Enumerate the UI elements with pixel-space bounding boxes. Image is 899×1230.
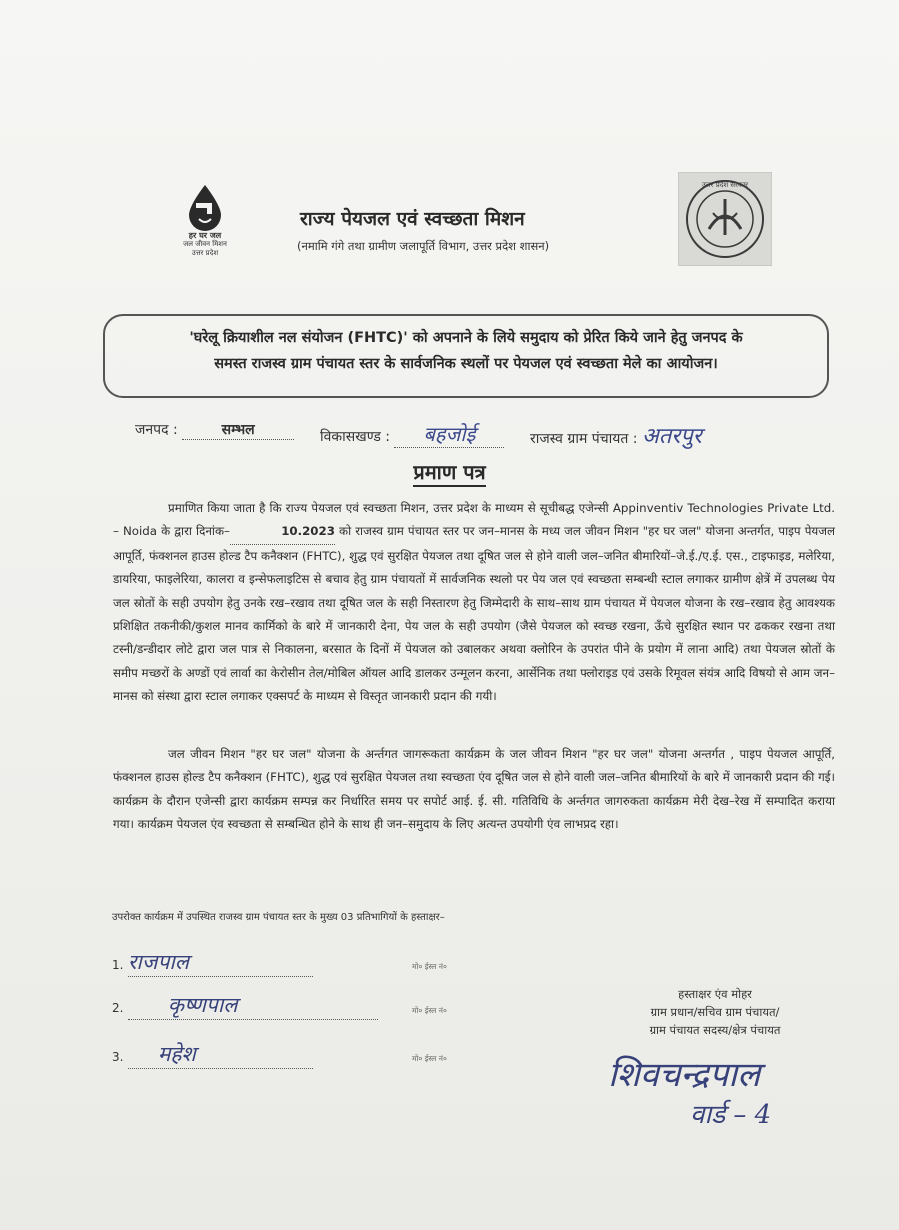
- para1-part-a: प्रमाणित किया जाता है कि राज्य पेयजल एवं स्वच्छता मिशन, उत्तर प्रदेश के माध्यम से सूचीबद्ध एजेन्सी Appinventiv Technologies Private Ltd. – Noida के द्वारा दिनांक–: [113, 501, 835, 539]
- district-value: सम्भल: [182, 420, 294, 440]
- seal-line-1: हस्ताक्षर एंव मोहर: [678, 987, 752, 1001]
- water-drop-tap-icon: [185, 183, 225, 231]
- signer-signature: शिवचन्द्रपाल: [608, 1055, 761, 1095]
- panchayat-field: [530, 420, 762, 450]
- participant-row-2: [112, 991, 378, 1020]
- participant-row-1: [112, 948, 313, 977]
- mobile-label-3: मो० ईस्ल नं०: [412, 1054, 447, 1063]
- participant-num: 3.: [112, 1050, 124, 1064]
- org-title: राज्य पेयजल एवं स्वच्छता मिशन: [300, 208, 525, 230]
- event-notice-box: [103, 314, 829, 398]
- logo-caption-1: हर घर जल: [188, 231, 222, 240]
- notice-line-2: समस्त राजस्व ग्राम पंचायत स्तर के सार्वजनिक स्थलों पर पेयजल एवं स्वच्छता मेले का आयोजन।: [214, 356, 718, 372]
- org-subtitle: (नमामि गंगे तथा ग्रामीण जलापूर्ति विभाग, उत्तर प्रदेश शासन): [297, 239, 550, 253]
- date-value: 10.2023: [230, 520, 335, 544]
- para1-part-b: को राजस्व ग्राम पंचायत स्तर पर जन–मानस के मध्य जल जीवन मिशन "हर घर जल" योजना अन्तर्गत, पाइप पेयजल आपूर्ति, फंक्शनल हाउस होल्ड टैप कनैक्शन (FHTC), शुद्ध एवं सुरक्षित पेयजल तथा दूषित जल से होने वाली जल–जनित बीमारियों–जे.ई./ए.ई. एस., टाइफाइड, मलेरिया, डायरिया, फाइलेरिया, कालरा व इन्सेफलाइटिस से बचाव हेतु ग्राम पंचायतों में सार्वजनिक स्थलो पर पेय जल एवं स्वच्छता सम्बन्धी स्टाल लगाकर ग्रामीण क्षेत्रें में उपलब्ध पेय जल स्रोतों के सही उपयोग हेतु उनके रख–रखाव तथा दूषित जल के सही निस्तारण हेतु जिम्मेदारी के साथ–साथ ग्राम पंचायत में पेयजल योजना के रख–रखाव हेतु आवश्यक प्रशिक्षित तकनीकी/कुशल मानव कार्मिको के बारे में जानकारी देना, पेय जल के सही उपयोग (जैसे पेयजल को स्वच्छ रखना, ऊँचे सुरक्षित स्थान पर ढककर रखना तथा टस्नी/डन्डीदार लोटे द्वारा जल पात्र से निकालना, बरसात के दिनों में पेयजल को उबालकर अथवा क्लोरिन के उपरांत पीने के प्रयोग में लाना आदि) तथा पेयजल स्रोतों के समीप मच्छरों के अण्डों एवं लार्वा का केरोसीन तेल/मोबिल ऑयल आदि डालकर उन्मूलन करना, आर्सेनिक तथा फ्लोराइड एवं उसके रिमूवल संयंत्र आदि विषयो से आम जन–मानस को संस्था द्वारा स्टाल लगाकर एक्सपर्ट के माध्यम से विस्तृत जानकारी प्रदान की गयी।: [113, 524, 835, 704]
- district-label: जनपद :: [135, 422, 178, 438]
- har-ghar-jal-logo: [170, 183, 240, 258]
- certificate-title: प्रमाण पत्र: [0, 458, 899, 485]
- certificate-paragraph-2: [113, 743, 835, 837]
- seal-line-3: ग्राम पंचायत सदस्य/क्षेत्र पंचायत: [649, 1023, 781, 1037]
- panchayat-label: राजस्व ग्राम पंचायत :: [530, 431, 638, 447]
- participant-signature: राजपाल: [127, 950, 190, 974]
- seal-line-2: ग्राम प्रधान/सचिव ग्राम पंचायत/: [650, 1005, 780, 1019]
- logo-caption-3: उत्तर प्रदेश: [191, 249, 219, 257]
- block-value: बहजोई: [394, 420, 504, 448]
- seal-text: उत्तर प्रदेश सरकार: [701, 181, 749, 189]
- seal-signature-block: [615, 985, 815, 1039]
- signer-ward: वार्ड – 4: [690, 1100, 772, 1130]
- notice-line-1: 'घरेलू क्रियाशील नल संयोजन (FHTC)' को अपनाने के लिये समुदाय को प्रेरित किये जाने हेतु जनपद के: [189, 330, 743, 346]
- certificate-paragraph-1: [113, 497, 835, 709]
- mobile-label-2: मो० ईस्ल नं०: [412, 1006, 447, 1015]
- participant-signature: महेश: [157, 1042, 196, 1066]
- mobile-label-1: मो० ईस्ल नं०: [412, 962, 447, 971]
- participant-signature: कृष्णपाल: [167, 993, 238, 1017]
- para2-text: जल जीवन मिशन "हर घर जल" योजना के अर्न्तगत जागरूकता कार्यक्रम के जल जीवन मिशन "हर घर जल" योजना अन्तर्गत , पाइप पेयजल आपूर्ति, फंक्शनल हाउस होल्ड टैप कनैक्शन (FHTC), शुद्ध एवं सुरक्षित पेयजल तथा स्वच्छता एंव दूषित जल से होने वाली जल–जनित बीमारियों के बारे में जानकारी प्रदान की गई। कार्यक्रम के दौरान एजेन्सी द्वारा कार्यक्रम सम्पन्न कर निर्धारित समय पर सपोर्ट आई. ई. सी. गतिविधि के अर्न्तगत जागरुकता कार्यक्रम मेरी देख–रेख में सम्पादित कराया गया। कार्यक्रम पेयजल एंव स्वच्छता से सम्बन्धित होने के साथ ही जन–समुदाय के लिए अत्यन्त उपयोगी एंव लाभप्रद रहा।: [113, 747, 836, 832]
- participants-note: उपरोक्त कार्यक्रम में उपस्थित राजस्व ग्राम पंचायत स्तर के मुख्य 03 प्रतिभागियों के हस्ताक्षर–: [112, 912, 445, 923]
- district-field: [135, 420, 294, 440]
- up-govt-seal-icon: [678, 172, 772, 266]
- participant-num: 1.: [112, 958, 124, 972]
- participant-num: 2.: [112, 1001, 124, 1015]
- block-label: विकासखण्ड :: [320, 429, 391, 445]
- participant-row-3: [112, 1040, 313, 1069]
- panchayat-value: अतरपुर: [641, 424, 702, 449]
- logo-caption-2: जल जीवन मिशन: [183, 240, 227, 248]
- block-field: [320, 420, 504, 448]
